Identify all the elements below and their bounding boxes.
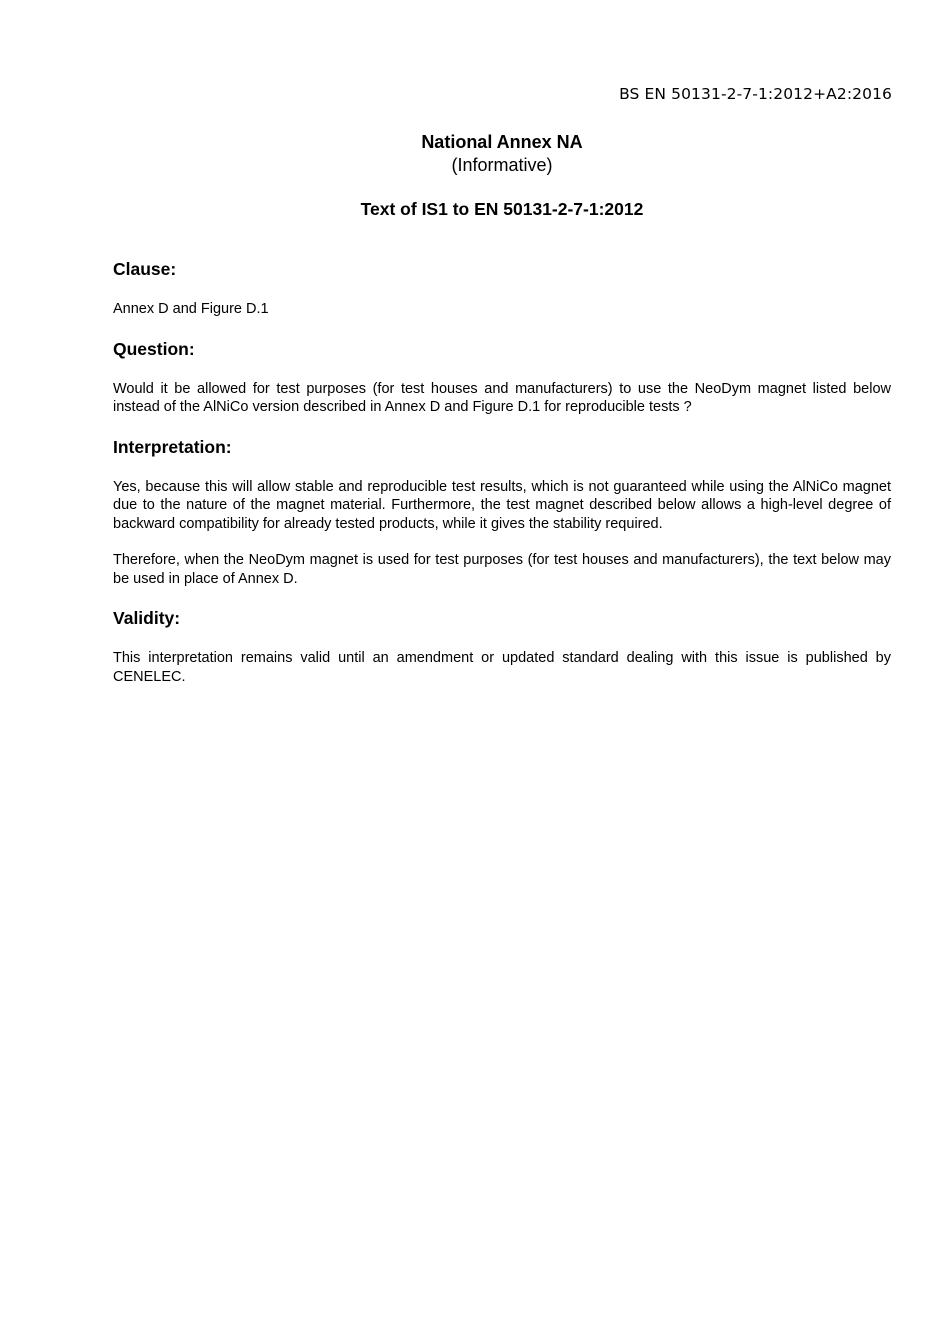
validity-heading: Validity: [113,608,181,628]
question-section [113,338,891,417]
validity-paragraph: This interpretation remains valid until an amendment or updated standard dealing with this issue is published by CENELEC. [113,650,891,685]
interpretation-paragraph-2: Therefore, when the NeoDym magnet is used for test purposes (for test houses and manufacturers), the text below may be used in place of Annex D. [113,552,891,587]
question-heading: Question: [113,338,195,359]
document-reference: BS EN 50131-2-7-1:2012+A2:2016 [619,85,892,103]
text-title: Text of IS1 to EN 50131-2-7-1:2012 [360,199,644,219]
interpretation-section [113,436,891,589]
validity-section [113,607,891,686]
annex-title: National Annex NA [421,132,583,152]
question-paragraph: Would it be allowed for test purposes (for test houses and manufacturers) to use the NeoDym magnet listed below instead of the AlNiCo version described in Annex D and Figure D.1 for reproducible tests ? [113,380,891,415]
annex-subtitle: (Informative) [451,155,553,175]
interpretation-heading: Interpretation: [113,436,232,457]
clause-paragraph: Annex D and Figure D.1 [113,301,269,317]
clause-heading: Clause: [113,259,177,279]
document-body [113,258,891,686]
clause-section [113,258,891,319]
interpretation-paragraph-1: Yes, because this will allow stable and reproducible test results, which is not guaranteed while using the AlNiCo magnet due to the nature of the magnet material. Furthermore, the test magnet described below allows a high-level degree of backward compatibility for already tested products, while it gives the stability required. [113,478,891,532]
